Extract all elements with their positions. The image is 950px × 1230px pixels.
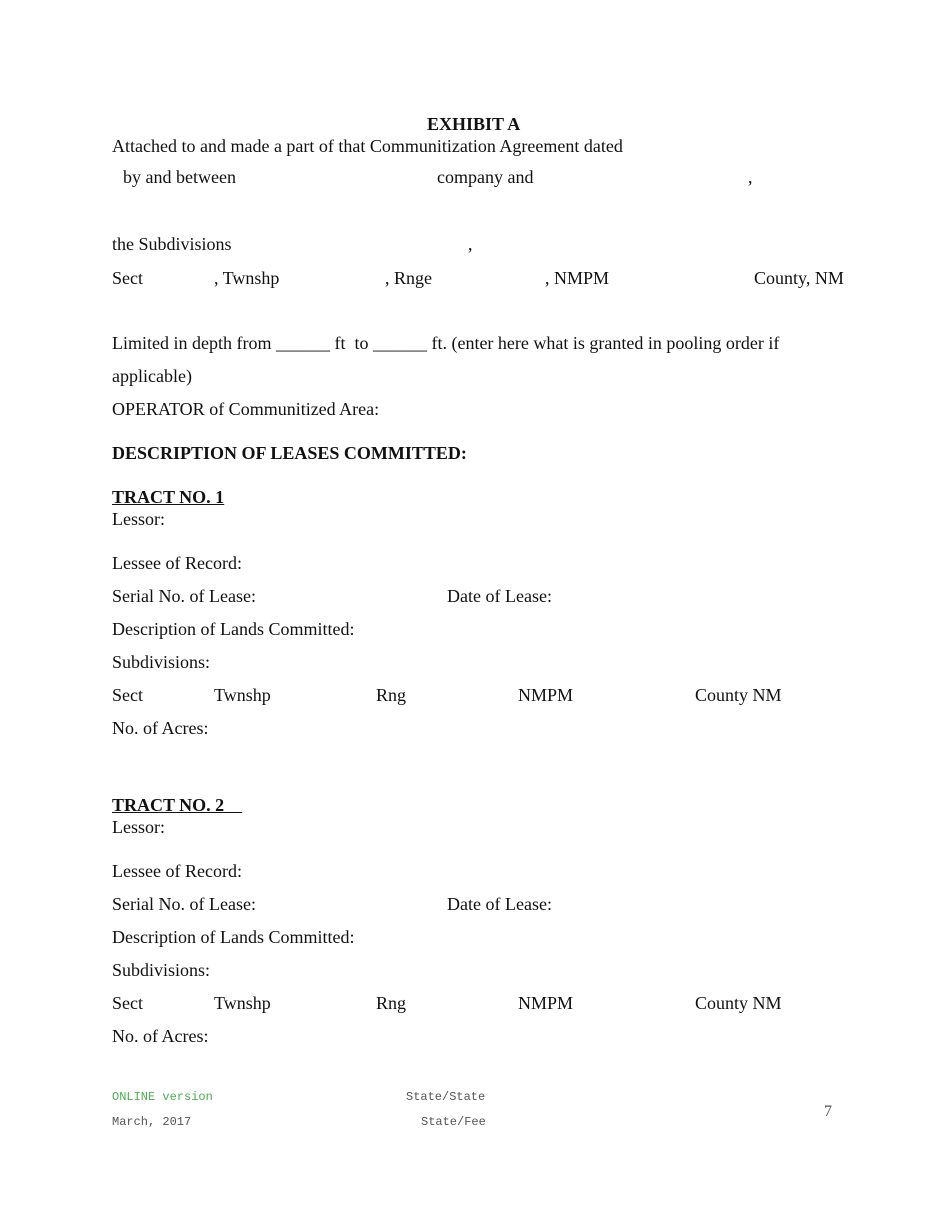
exhibit-title: EXHIBIT A xyxy=(427,114,521,134)
twnshp-label: Twnshp xyxy=(214,993,271,1013)
rng-label: Rng xyxy=(376,685,407,705)
rnge-label: , Rnge xyxy=(385,268,432,288)
acres-label: No. of Acres: xyxy=(112,1026,209,1046)
by-between-label: by and between xyxy=(123,167,236,187)
lessor-label: Lessor: xyxy=(112,509,165,529)
leases-heading: DESCRIPTION OF LEASES COMMITTED: xyxy=(112,443,467,463)
serial-label: Serial No. of Lease: xyxy=(112,586,256,606)
tract-2-heading: TRACT NO. 2 xyxy=(112,795,243,815)
footer-form-type: State/State xyxy=(406,1090,486,1104)
comma-separator: , xyxy=(468,234,473,254)
nmpm-label: NMPM xyxy=(518,993,574,1013)
lease-date-label: Date of Lease: xyxy=(447,586,552,606)
acres-label: No. of Acres: xyxy=(112,718,209,738)
lands-description-label: Description of Lands Committed: xyxy=(112,619,355,639)
depth-limit-line-cont: applicable) xyxy=(112,366,192,386)
page-number: 7 xyxy=(824,1103,832,1120)
sect-label: Sect xyxy=(112,685,143,705)
lease-date-label: Date of Lease: xyxy=(447,894,552,914)
serial-label: Serial No. of Lease: xyxy=(112,894,256,914)
tract-1-heading: TRACT NO. 1 xyxy=(112,487,225,507)
county-label: County, NM xyxy=(754,268,844,288)
intro-line: Attached to and made a part of that Communitization Agreement dated xyxy=(112,136,623,156)
comma-separator: , xyxy=(748,167,753,187)
footer-date: March, 2017 xyxy=(112,1115,192,1129)
lessor-label: Lessor: xyxy=(112,817,165,837)
subdivisions-label: Subdivisions: xyxy=(112,652,211,672)
operator-label: OPERATOR of Communitized Area: xyxy=(112,399,380,419)
sect-label: Sect xyxy=(112,268,143,288)
depth-limit-line: Limited in depth from ______ ft to ______ ft. (enter here what is granted in pooling order if xyxy=(112,333,780,353)
nmpm-label: , NMPM xyxy=(545,268,610,288)
subdivisions-label: Subdivisions: xyxy=(112,960,211,980)
subdivisions-label: the Subdivisions xyxy=(112,234,232,254)
twnshp-label: Twnshp xyxy=(214,685,271,705)
lessee-label: Lessee of Record: xyxy=(112,553,242,573)
sect-label: Sect xyxy=(112,993,143,1013)
lands-description-label: Description of Lands Committed: xyxy=(112,927,355,947)
footer-form-type: State/Fee xyxy=(421,1115,486,1129)
county-label: County NM xyxy=(695,993,782,1013)
county-label: County NM xyxy=(695,685,782,705)
rng-label: Rng xyxy=(376,993,407,1013)
company-and-label: company and xyxy=(437,167,534,187)
lessee-label: Lessee of Record: xyxy=(112,861,242,881)
twnshp-label: , Twnshp xyxy=(214,268,280,288)
nmpm-label: NMPM xyxy=(518,685,574,705)
footer-version: ONLINE version xyxy=(112,1090,213,1104)
